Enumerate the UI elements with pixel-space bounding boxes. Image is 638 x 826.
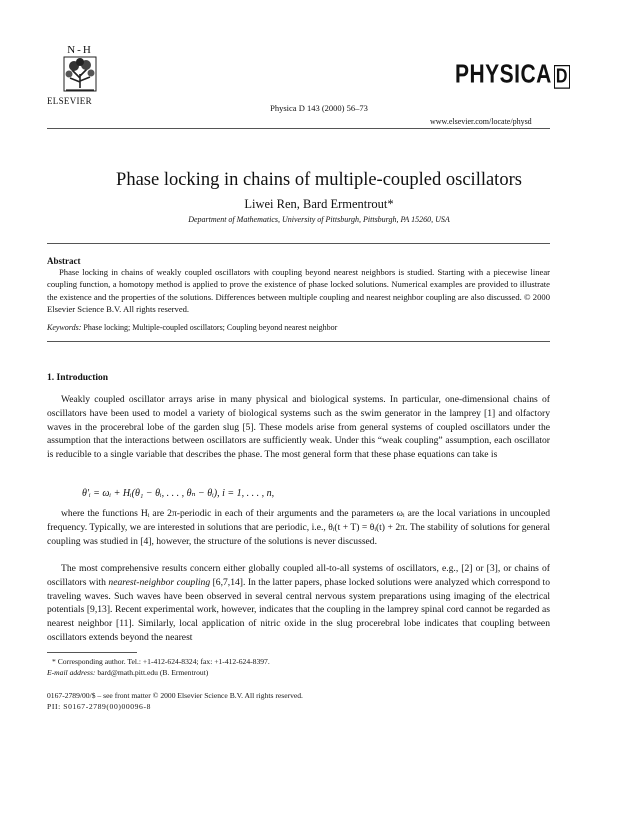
journal-brand: [455, 60, 570, 90]
elsevier-tree-logo: [50, 44, 110, 94]
keywords-label: Keywords:: [47, 323, 82, 332]
phase-equation: θ′ᵢ = ωᵢ + Hᵢ(θ₁ − θᵢ, . . . , θₙ − θᵢ), i = 1, . . . , n,: [82, 488, 275, 499]
email-address[interactable]: bard@math.pitt.edu (B. Ermentrout): [97, 668, 209, 677]
article-title: Phase locking in chains of multiple-coupled oscillators: [116, 170, 522, 190]
email-label: E-mail address:: [47, 668, 96, 677]
footnote-rule: [47, 652, 137, 653]
email-note: [47, 667, 208, 678]
keywords: [47, 323, 337, 332]
abstract-top-rule: [47, 243, 550, 244]
paragraph-3: [47, 562, 550, 645]
paragraph-3-end: [6,7,14]. In the latter papers, phase locked solutions were analyzed which correspond to traveling waves. Such waves have been observed in several central nervous system preparations using imaging of the electrical potentials [9,13]. Recent experimental work, however, indicates that the coupling in the lamprey spinal cord cannot be regarded as nearest neighbor [11]. Similarly, local application of nitric oxide in the slug procerebral lobe indicates that coupling between oscillators extends beyond the nearest: [47, 576, 550, 643]
journal-reference: Physica D 143 (2000) 56–73: [270, 103, 368, 113]
logo-text: N-H: [67, 44, 93, 56]
brand-text: PHYSICA: [455, 60, 552, 89]
section-heading: 1. Introduction: [47, 373, 109, 383]
publisher-name: ELSEVIER: [47, 96, 92, 106]
corresponding-author-note: * Corresponding author. Tel.: +1-412-624-8324; fax: +1-412-624-8397.: [52, 657, 270, 666]
pii-line: PII: S0167-2789(00)00096-8: [47, 702, 151, 711]
tree-emblem-icon: [50, 56, 110, 94]
abstract-bottom-rule: [47, 341, 550, 342]
paragraph-3-start: The most comprehensive results concern either globally coupled all-to-all systems of oscillators, e.g., [2] or [3], or chains of oscillators with: [47, 563, 550, 588]
paragraph-3-emphasis: nearest-neighbor coupling: [108, 576, 211, 588]
issn-line: 0167-2789/00/$ – see front matter © 2000 Elsevier Science B.V. All rights reserved.: [47, 691, 303, 700]
paragraph-2: where the functions Hᵢ are 2π-periodic in each of their arguments and the parameters ωᵢ are the local variations in uncoupled frequency. Typically, we are interested in solutions that are periodic, i.e., θᵢ(t + T) = θᵢ(t) + 2π. The stability of solutions for general coupling was studied in [4], however, the structure of the solutions is never discussed.: [47, 508, 550, 547]
journal-url[interactable]: www.elsevier.com/locate/physd: [430, 117, 532, 126]
article-authors: Liwei Ren, Bard Ermentrout*: [244, 197, 394, 211]
abstract-heading: Abstract: [47, 256, 81, 266]
paragraph-1: Weakly coupled oscillator arrays arise in many physical and biological systems. In particular, one-dimensional chains of oscillators have been used to model a variety of biological systems such as the swim generator in the lamprey [1] and olfactory waves in the procerebral lobe of the garden slug [5]. These models arise from general systems of coupled oscillators under the assumption that the interactions between oscillators are sufficiently weak. Under this “weak coupling” assumption, each oscillator is reducible to a single variable that describes the phase. The most general form that these phase equations can take is: [47, 394, 550, 461]
header-rule: [47, 128, 550, 129]
brand-letter: D: [555, 66, 568, 88]
author-affiliation: Department of Mathematics, University of Pittsburgh, Pittsburgh, PA 15260, USA: [188, 215, 450, 224]
keywords-list: Phase locking; Multiple-coupled oscillators; Coupling beyond nearest neighbor: [83, 323, 338, 332]
abstract-text: Phase locking in chains of weakly coupled oscillators with coupling beyond nearest neighbors is studied. Starting with a piecewise linear coupling function, a homotopy method is applied to prove the existence of phase locked solutions. Numerical examples are provided to illustrate the existence and the properties of the solutions. Differences between multiple coupling and nearest neighbor coupling are also discussed. © 2000 Elsevier Science B.V. All rights reserved.: [47, 267, 550, 314]
